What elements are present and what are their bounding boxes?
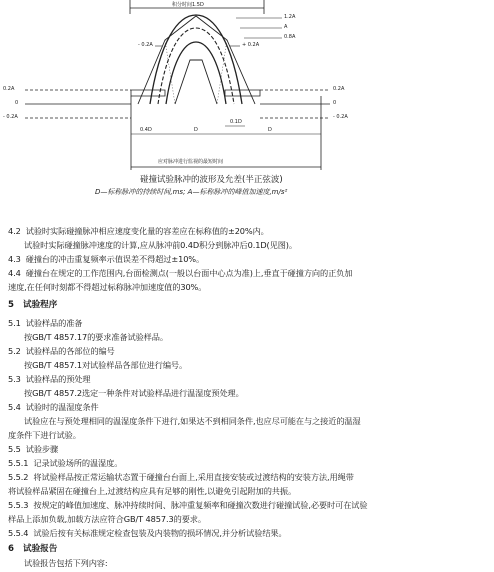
- monitor-duration-label: D: [268, 127, 272, 133]
- clause-5-4-body-continued: [8, 431, 81, 439]
- pulse-tolerance-diagram: [0, 0, 494, 200]
- clause-4-4-continued: [8, 283, 206, 291]
- tolerance-label-right: + 0.2A: [242, 42, 260, 48]
- clause-text: 按GB/T 4857.1对试验样品各部位进行编号。: [24, 360, 188, 370]
- clause-text: 碰撞台在规定的工作范围内,台面检测点(一般以台面中心点为准)上,垂直于碰撞方向的正负加: [25, 268, 353, 278]
- clause-number: 5.2: [8, 346, 21, 356]
- clause-text: 速度,在任何时刻都不得超过标称脉冲加速度值的30%。: [8, 282, 207, 292]
- clause-text: 试验时实际碰撞脉冲速度的计算,应从脉冲前0.4D积分到脉冲后0.1D(见图)。: [24, 240, 297, 250]
- clause-5-4-body: [24, 417, 361, 425]
- left-level-zero: 0: [15, 100, 19, 106]
- clause-text: 试验样品的准备: [25, 318, 83, 328]
- clause-text: 试验样品的预处理: [25, 374, 91, 384]
- section-5-heading: [8, 301, 57, 310]
- clause-number: 4.3: [8, 254, 21, 264]
- section-6-heading: [8, 545, 57, 554]
- clause-4-2: [8, 227, 269, 235]
- clause-text: 试验时实际碰撞脉冲相应速度变化量的容差应在标称值的±20%内。: [25, 226, 269, 236]
- clause-text: 试验步骤: [25, 444, 59, 454]
- section-number: 5: [8, 300, 14, 310]
- clause-number: 4.4: [8, 268, 21, 278]
- section-title: 试验程序: [22, 300, 58, 310]
- clause-text: 碰撞台的冲击重复频率示值误差不得超过±10%。: [25, 254, 205, 264]
- clause-5-5: [8, 445, 58, 453]
- clause-text: 试验样品的各部位的编号: [25, 346, 115, 356]
- clause-number: 5.1: [8, 318, 21, 328]
- clause-5-5-2-continued: [8, 487, 296, 495]
- clause-4-2-continued: [24, 241, 297, 249]
- clause-4-4: [8, 269, 352, 277]
- left-level-plus: 0.2A: [3, 86, 15, 92]
- clause-5-2: [8, 347, 115, 355]
- clause-5-4: [8, 403, 99, 411]
- clause-5-3-body: [24, 389, 244, 397]
- clause-5-5-1: [8, 459, 122, 467]
- level-label-1-2A: 1.2A: [284, 14, 296, 20]
- clause-5-5-4: [8, 529, 287, 537]
- tolerance-label-left: - 0.2A: [138, 42, 153, 48]
- figure-legend: D—标称脉冲的持续时间,ms; A—标称脉冲的峰值加速度,m/s²: [95, 188, 288, 196]
- right-level-minus: - 0.2A: [333, 114, 348, 120]
- figure-caption: 碰撞试验脉冲的波形及允差(半正弦波): [140, 175, 283, 185]
- section-6-intro: [24, 559, 108, 567]
- clause-text: 试验后按有关标准规定检查包装及内装物的损坏情况,并分析试验结果。: [33, 528, 287, 538]
- level-label-A: A: [284, 24, 288, 30]
- clause-5-1-body: [24, 333, 168, 341]
- clause-number: 5.3: [8, 374, 21, 384]
- integration-span-label: 积分时间1.5D: [172, 2, 204, 8]
- clause-number: 5.5.2: [8, 472, 29, 482]
- clause-text: 按GB/T 4857.2选定一种条件对试验样品进行温湿度预处理。: [24, 388, 244, 398]
- section-title: 试验报告: [22, 544, 58, 554]
- clause-5-5-3-continued: [8, 515, 206, 523]
- clause-text: 按规定的峰值加速度、脉冲持续时间、脉冲重复频率和碰撞次数进行碰撞试验,必要时可在试验: [33, 500, 368, 510]
- clause-number: 4.2: [8, 226, 21, 236]
- clause-number: 5.5.4: [8, 528, 29, 538]
- clause-5-1: [8, 319, 82, 327]
- pre-pulse-duration-label: 0.4D: [140, 127, 152, 133]
- section-number: 6: [8, 544, 14, 554]
- clause-text: 试验应在与预处理相同的温湿度条件下进行,如果达不到相同条件,也应尽可能在与之接近的温湿: [24, 416, 361, 426]
- right-level-zero: 0: [333, 100, 337, 106]
- clause-4-3: [8, 255, 204, 263]
- clause-5-5-3: [8, 501, 367, 509]
- clause-text: 试验时的温湿度条件: [25, 402, 99, 412]
- left-level-minus: - 0.2A: [3, 114, 18, 120]
- clause-5-3: [8, 375, 90, 383]
- clause-text: 度条件下进行试验。: [8, 430, 81, 440]
- right-level-plus: 0.2A: [333, 86, 345, 92]
- clause-number: 5.5.1: [8, 458, 29, 468]
- clause-text: 记录试验场所的温湿度。: [33, 458, 123, 468]
- clause-number: 5.5: [8, 444, 21, 454]
- post-pulse-duration-label: 0.1D: [230, 119, 242, 125]
- clause-number: 5.5.3: [8, 500, 29, 510]
- clause-5-2-body: [24, 361, 187, 369]
- level-label-0-8A: 0.8A: [284, 34, 296, 40]
- clause-text: 样品上添加负载,加载方法应符合GB/T 4857.3的要求。: [8, 514, 206, 524]
- clause-text: 将试验样品紧固在碰撞台上,过渡结构应具有足够的刚性,以避免引起附加的共振。: [8, 486, 297, 496]
- monitor-span-label: 应对脉冲进行监视的最短时间: [158, 159, 224, 165]
- clause-5-5-2: [8, 473, 354, 481]
- pulse-duration-label: D: [194, 127, 198, 133]
- clause-text: 试验报告包括下列内容:: [24, 558, 108, 568]
- clause-text: 将试验样品按正常运输状态置于碰撞台台面上,采用直接安装或过渡结构的安装方法,用绳带: [33, 472, 354, 482]
- clause-number: 5.4: [8, 402, 21, 412]
- clause-text: 按GB/T 4857.17的要求准备试验样品。: [24, 332, 168, 342]
